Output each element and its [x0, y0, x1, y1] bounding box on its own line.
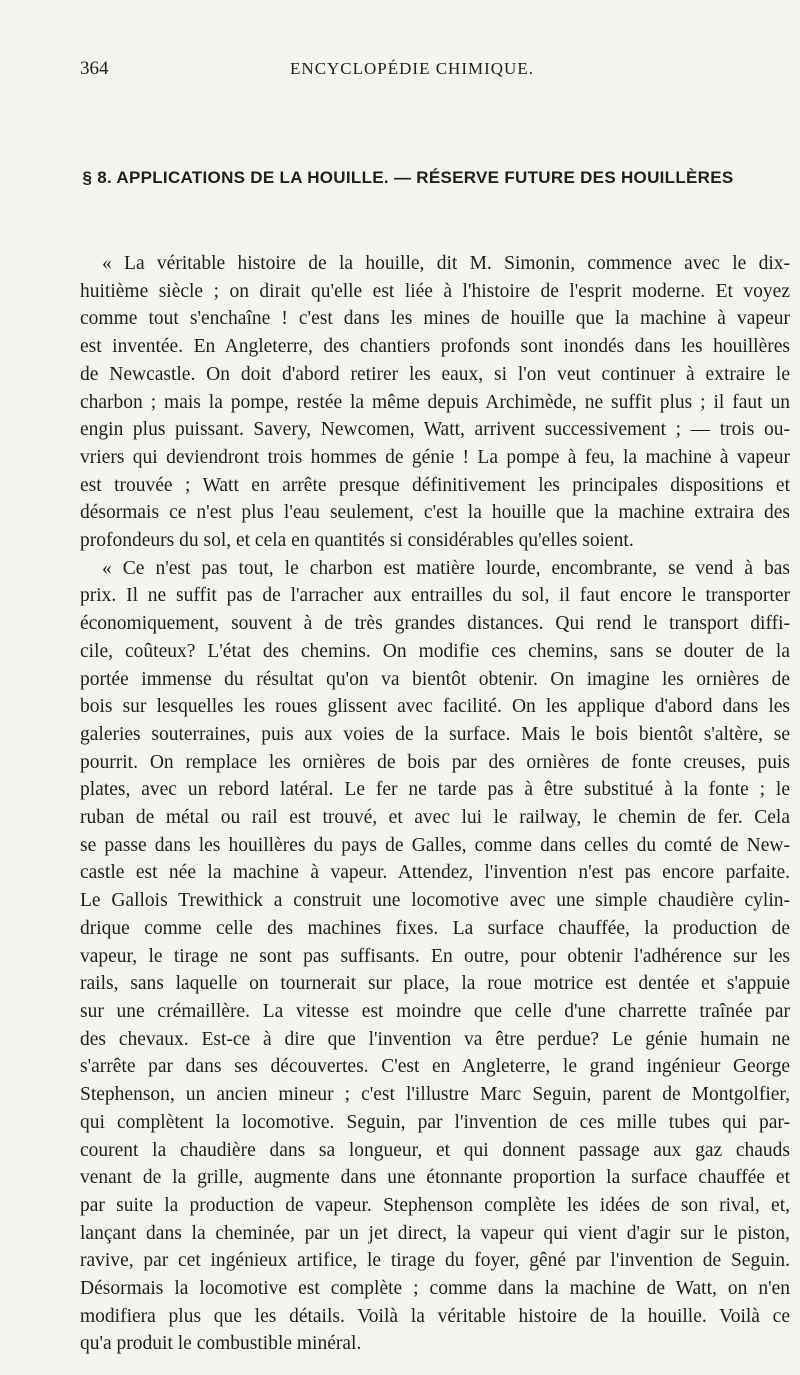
text-line: vriers qui deviendront trois hommes de génie ! La pompe à feu, la machine à vapeur — [80, 446, 790, 468]
text-line: économiquement, souvent à de très grandes distances. Qui rend le transport diffi- — [80, 613, 790, 635]
text-line: prix. Il ne suffit pas de l'arracher aux entrailles du sol, il faut encore le transporter — [80, 585, 790, 607]
text-line: Stephenson, un ancien mineur ; c'est l'illustre Marc Seguin, parent de Montgolfier, — [80, 1084, 790, 1106]
text-line: est trouvée ; Watt en arrête presque définitivement les principales dispositions et — [80, 474, 790, 496]
text-line: « Ce n'est pas tout, le charbon est matière lourde, encombrante, se vend à bas — [102, 557, 790, 579]
text-line: castle est née la machine à vapeur. Attendez, l'invention n'est pas encore parfaite. — [80, 862, 790, 884]
text-line: qu'a produit le combustible minéral. — [80, 1333, 362, 1355]
text-line: ravive, par cet ingénieux artifice, le tirage du foyer, gêné par l'invention de Seguin. — [80, 1250, 790, 1272]
text-line: sur une crémaillère. La vitesse est moindre que celle d'une charrette traînée par — [80, 1000, 790, 1022]
text-line: désormais ce n'est plus l'eau seulement, c'est la houille que la machine extraira des — [80, 502, 790, 524]
page-header — [80, 58, 744, 88]
text-line: se passe dans les houillères du pays de Galles, comme dans celles du comté de New- — [80, 834, 790, 856]
text-line: vapeur, le tirage ne sont pas suffisants. En outre, pour obtenir l'adhérence sur les — [80, 945, 790, 967]
text-line: charbon ; mais la pompe, restée la même depuis Archimède, ne suffit plus ; il faut un — [80, 391, 790, 413]
text-line: plates, avec un rebord latéral. Le fer ne tarde pas à être substitué à la fonte ; le — [80, 779, 790, 801]
paragraph — [80, 250, 790, 555]
paragraph — [80, 555, 790, 1358]
text-line: par suite la production de vapeur. Stephenson complète les idées de son rival, et, — [80, 1194, 790, 1216]
text-line: cile, coûteux? L'état des chemins. On modifie ces chemins, sans se douter de la — [80, 640, 790, 662]
text-line: « La véritable histoire de la houille, dit M. Simonin, commence avec le dix- — [102, 253, 790, 274]
text-line: drique comme celle des machines fixes. La surface chauffée, la production de — [80, 917, 790, 939]
text-line: comme tout s'enchaîne ! c'est dans les mines de houille que la machine à vapeur — [80, 308, 790, 330]
text-line: Désormais la locomotive est complète ; comme dans la machine de Watt, on n'en — [80, 1278, 790, 1300]
section-title: § 8. APPLICATIONS DE LA HOUILLE. — RÉSERVE FUTURE DES HOUILLÈRES — [82, 168, 734, 187]
text-line: venant de la grille, augmente dans une étonnante proportion la surface chauffée et — [80, 1167, 790, 1189]
text-line: des chevaux. Est-ce à dire que l'invention va être perdue? Le génie humain ne — [80, 1028, 790, 1050]
text-line: qui complètent la locomotive. Seguin, par l'invention de ces mille tubes qui par- — [80, 1111, 790, 1133]
text-line: portée immense du résultat qu'on va bientôt obtenir. On imagine les ornières de — [80, 668, 790, 690]
page-number: 364 — [80, 58, 109, 79]
text-line: engin plus puissant. Savery, Newcomen, Watt, arrivent successivement ; — trois ou- — [80, 419, 790, 441]
text-line: de Newcastle. On doit d'abord retirer les eaux, si l'on veut continuer à extraire le — [80, 363, 790, 385]
text-line: galeries souterraines, puis aux voies de la surface. Mais le bois bientôt s'altère, se — [80, 723, 790, 745]
text-line: huitième siècle ; on dirait qu'elle est liée à l'histoire de l'esprit moderne. Et voyez — [80, 280, 790, 302]
running-title: ENCYCLOPÉDIE CHIMIQUE. — [290, 59, 534, 78]
body-text — [80, 250, 790, 1358]
text-line: courent la chaudière dans sa longueur, et qui donnent passage aux gaz chauds — [80, 1139, 790, 1161]
text-line: Le Gallois Trewithick a construit une locomotive avec une simple chaudière cylin- — [80, 890, 790, 912]
text-line: s'arrête par dans ses découvertes. C'est en Angleterre, le grand ingénieur George — [80, 1056, 790, 1078]
text-line: lançant dans la cheminée, par un jet direct, la vapeur qui vient d'agir sur le piston, — [80, 1222, 790, 1244]
text-line: bois sur lesquelles les roues glissent avec facilité. On les applique d'abord dans les — [80, 696, 790, 718]
text-line: modifiera plus que les détails. Voilà la véritable histoire de la houille. Voilà ce — [80, 1305, 790, 1327]
text-line: est inventée. En Angleterre, des chantiers profonds sont inondés dans les houillères — [80, 336, 790, 358]
text-line: pourrit. On remplace les ornières de bois par des ornières de fonte creuses, puis — [80, 751, 790, 773]
text-line: rails, sans laquelle on tournerait sur place, la roue motrice est dentée et s'appuie — [80, 973, 790, 995]
text-line: ruban de métal ou rail est trouvé, et avec lui le railway, le chemin de fer. Cela — [80, 807, 790, 829]
text-line: profondeurs du sol, et cela en quantités si considérables qu'elles soient. — [80, 530, 634, 552]
